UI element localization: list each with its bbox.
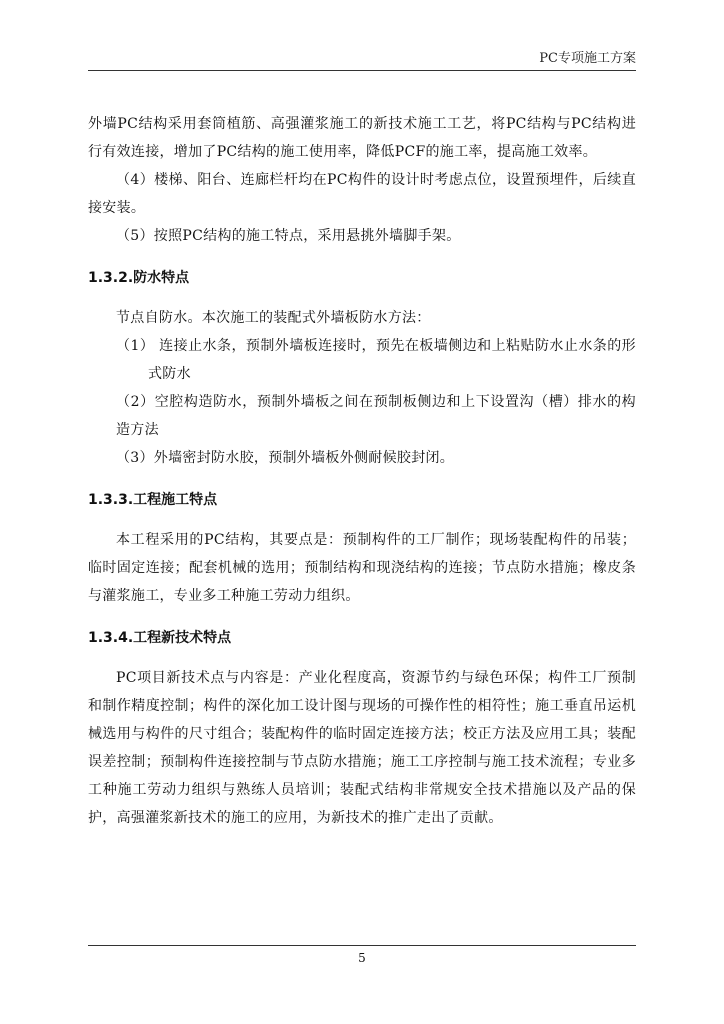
footer-divider: [88, 945, 636, 946]
document-title: PC专项施工方案: [539, 51, 636, 66]
construction-features-body: 本工程采用的PC结构，其要点是：预制构件的工厂制作；现场装配构件的吊装；临时固定连接；配套机械的选用；预制结构和现浇结构的连接；节点防水措施；橡皮条与灌浆施工，专业多工种施工劳动力组织。: [88, 532, 636, 604]
new-technology-body: PC项目新技术点与内容是：产业化程度高，资源节约与绿色环保；构件工厂预制和制作精度控制；构件的深化加工设计图与现场的可操作性的相符性；施工垂直吊运机械选用与构件的尺寸组合；装配构件的临时固定连接方法；校正方法及应用工具；装配误差控制；预制构件连接控制与节点防水措施；施工工序控制与施工技术流程；专业多工种施工劳动力组织与熟练人员培训；装配式结构非常规安全技术措施以及产品的保护，高强灌浆新技术的施工的应用，为新技术的推广走出了贡献。: [88, 670, 636, 826]
paragraph-embedded-parts: （4）楼梯、阳台、连廊栏杆均在PC构件的设计时考虑点位，设置预埋件，后续直接安装。: [88, 172, 636, 216]
page-number: 5: [358, 951, 366, 965]
waterproofing-item-1: （1） 连接止水条，预制外墙板连接时，预先在板墙侧边和上粘贴防水止水条的形式防水: [116, 338, 636, 382]
paragraph-pc-connection: 外墙PC结构采用套筒植筋、高强灌浆施工的新技术施工工艺，将PC结构与PC结构进行有效连接，增加了PC结构的施工使用率，降低PCF的施工率，提高施工效率。: [88, 116, 636, 160]
waterproofing-item-3: （3）外墙密封防水胶，预制外墙板外侧耐候胶封闭。: [116, 450, 455, 466]
document-body: [88, 110, 636, 832]
paragraph-scaffolding: （5）按照PC结构的施工特点，采用悬挑外墙脚手架。: [116, 228, 461, 244]
waterproofing-intro: 节点自防水。本次施工的装配式外墙板防水方法：: [116, 310, 431, 326]
page-header: [88, 50, 636, 70]
section-heading-waterproofing: 1.3.2.防水特点: [88, 270, 190, 286]
waterproofing-item-2: （2）空腔构造防水，预制外墙板之间在预制板侧边和上下设置沟（槽）排水的构造方法: [116, 394, 636, 438]
section-heading-construction-features: 1.3.3.工程施工特点: [88, 492, 218, 508]
section-heading-new-technology: 1.3.4.工程新技术特点: [88, 630, 232, 646]
header-divider: [88, 70, 636, 71]
